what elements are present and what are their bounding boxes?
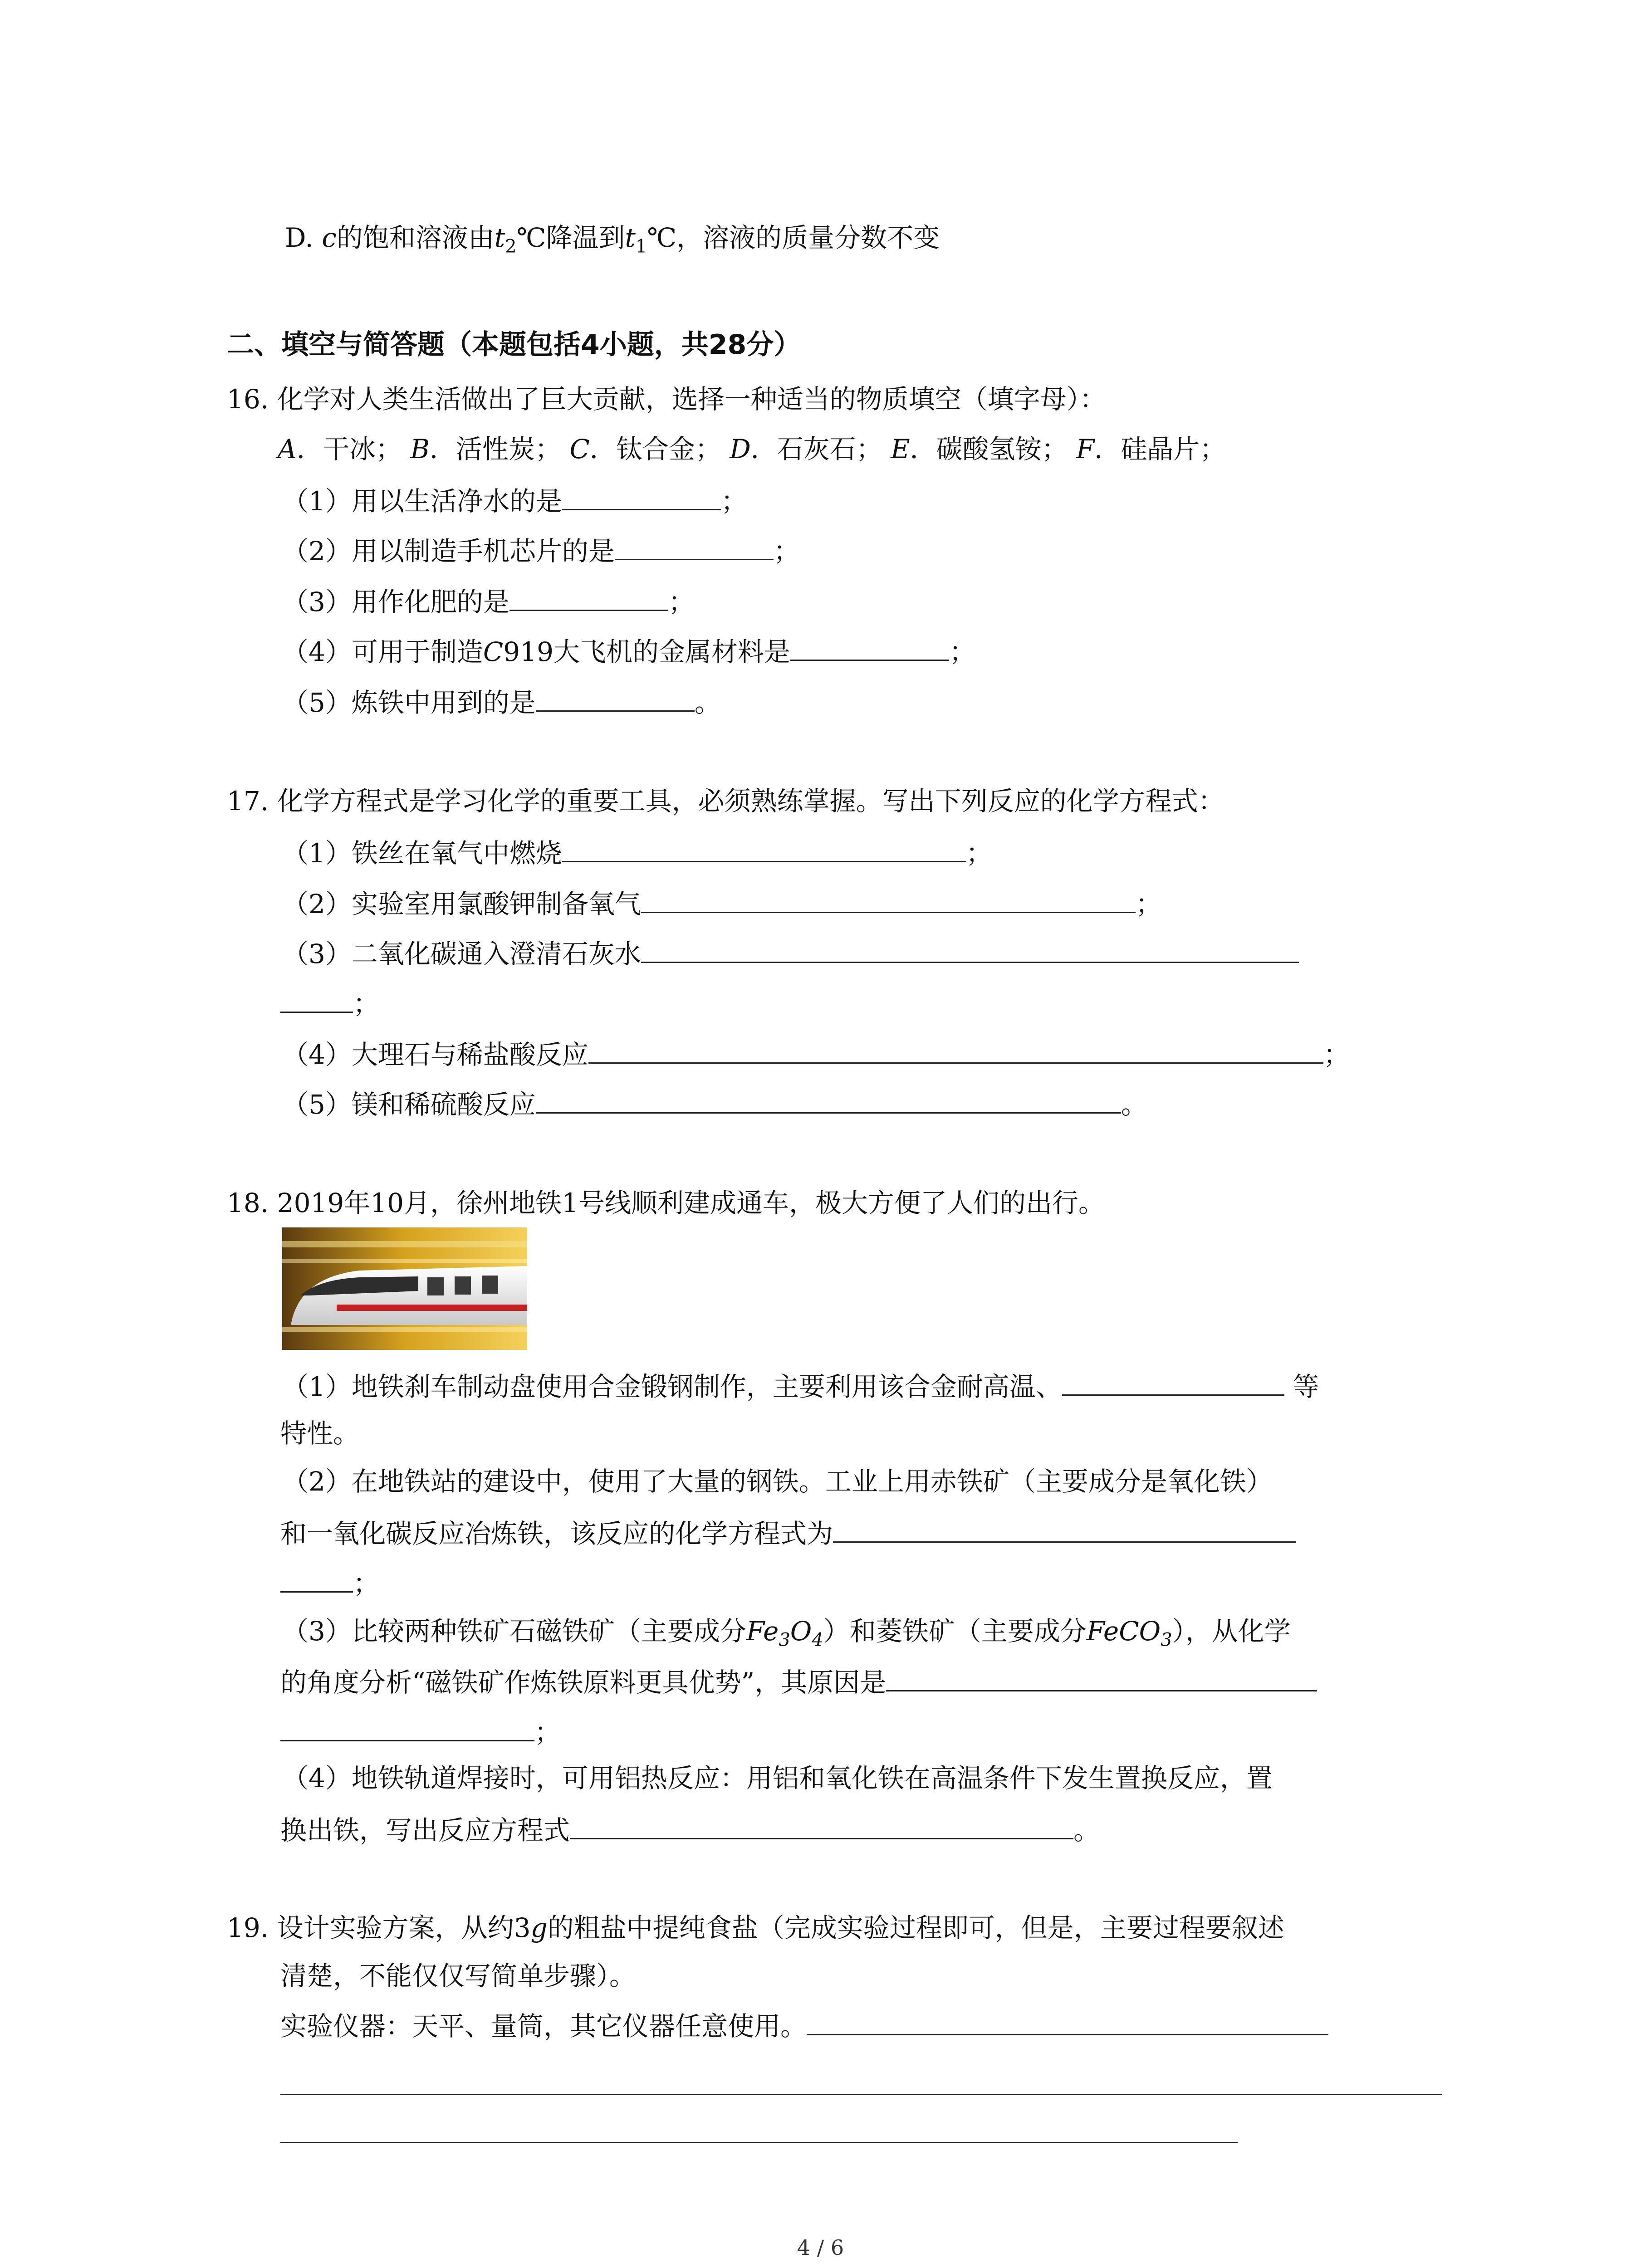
section-heading: 二、填空与简答题（本题包括4小题，共28分） bbox=[227, 329, 801, 361]
option-d: D. c的饱和溶液由$t_2℃$降温到$t_1℃$，溶液的质量分数不变 bbox=[285, 222, 940, 257]
answer-blank[interactable] bbox=[790, 631, 949, 661]
q18-part-1: （1）地铁刹车制动盘使用合金锻钢制作，主要利用该合金耐高温、 等 bbox=[282, 1366, 1319, 1405]
q18-stem: 18. 2019年10月，徐州地铁1号线顺利建成通车，极大方便了人们的出行。 bbox=[227, 1188, 1105, 1218]
q18-part-4-cont: 换出铁，写出反应方程式 。 bbox=[280, 1810, 1100, 1848]
answer-blank[interactable] bbox=[1062, 1366, 1284, 1396]
answer-line[interactable] bbox=[280, 2094, 1442, 2095]
answer-blank[interactable] bbox=[641, 884, 1136, 913]
answer-blank[interactable] bbox=[536, 1084, 1121, 1114]
answer-blank[interactable] bbox=[562, 481, 721, 510]
answer-blank[interactable] bbox=[562, 833, 966, 862]
q18-part-3-cont: 的角度分析“磁铁矿作炼铁原料更具优势”，其原因是 bbox=[280, 1662, 1317, 1701]
q17-stem: 17. 化学方程式是学习化学的重要工具，必须熟练掌握。写出下列反应的化学方程式： bbox=[227, 786, 1225, 816]
q19-stem-cont: 清楚，不能仅仅写简单步骤）。 bbox=[280, 1960, 636, 1991]
q18-part-3-end: ； bbox=[280, 1712, 561, 1750]
q18-part-2-end: ； bbox=[280, 1563, 379, 1602]
q17-item-5: （5）镁和稀硫酸反应 。 bbox=[282, 1084, 1147, 1123]
answer-blank[interactable] bbox=[615, 531, 774, 560]
q16-item-1: （1）用以生活净水的是 ； bbox=[282, 481, 747, 519]
q17-item-1: （1）铁丝在氧气中燃烧 ； bbox=[282, 833, 992, 871]
q17-item-2: （2）实验室用氯酸钾制备氧气 ； bbox=[282, 884, 1162, 922]
q16-item-2: （2）用以制造手机芯片的是 ； bbox=[282, 531, 800, 569]
q18-part-2-cont: 和一氧化碳反应冶炼铁，该反应的化学方程式为 bbox=[280, 1513, 1296, 1552]
answer-blank[interactable] bbox=[280, 1712, 534, 1741]
page-number: 4 / 6 bbox=[797, 2235, 844, 2260]
train-image bbox=[282, 1227, 527, 1350]
q18-part-3: （3）比较两种铁矿石磁铁矿（主要成分$Fe_3O_4$）和菱铁矿（主要成分FeCO$_3$），从化学 bbox=[282, 1616, 1291, 1651]
answer-blank[interactable] bbox=[536, 682, 695, 712]
q16-item-3: （3）用作化肥的是 ； bbox=[282, 582, 695, 620]
q16-item-4: （4）可用于制造C919大飞机的金属材料是 ； bbox=[282, 631, 975, 670]
answer-blank[interactable] bbox=[641, 934, 1299, 963]
answer-blank[interactable] bbox=[280, 983, 353, 1013]
q19-stem: 19. 设计实验方案，从约3g的粗盐中提纯食盐（完成实验过程即可，但是，主要过程要叙述 bbox=[227, 1912, 1284, 1943]
q17-item-3-cont: ； bbox=[280, 983, 379, 1022]
answer-blank[interactable] bbox=[570, 1810, 1073, 1839]
q19-instruments: 实验仪器：天平、量筒，其它仪器任意使用。 bbox=[280, 2006, 1328, 2044]
q16-item-5: （5）炼铁中用到的是 。 bbox=[282, 682, 721, 721]
answer-blank[interactable] bbox=[280, 1563, 353, 1593]
q17-item-3: （3）二氧化碳通入澄清石灰水 bbox=[282, 934, 1299, 972]
answer-blank[interactable] bbox=[886, 1662, 1317, 1691]
q16-options: A．干冰； B．活性炭； C．钛合金； D．石灰石； E．碳酸氢铵； F．硅晶片； bbox=[278, 434, 1226, 464]
q18-part-4: （4）地铁轨道焊接时，可用铝热反应：用铝和氧化铁在高温条件下发生置换反应，置 bbox=[282, 1763, 1273, 1794]
answer-blank[interactable] bbox=[807, 2006, 1328, 2035]
q17-item-4: （4）大理石与稀盐酸反应 ； bbox=[282, 1034, 1350, 1073]
answer-blank[interactable] bbox=[588, 1034, 1323, 1064]
answer-blank[interactable] bbox=[833, 1513, 1296, 1543]
subway-train-photo bbox=[282, 1227, 527, 1350]
q16-stem: 16. 化学对人类生活做出了巨大贡献，选择一种适当的物质填空（填字母）： bbox=[227, 384, 1106, 415]
answer-line[interactable] bbox=[280, 2142, 1238, 2143]
q18-part-2: （2）在地铁站的建设中，使用了大量的钢铁。工业上用赤铁矿（主要成分是氧化铁） bbox=[282, 1466, 1273, 1497]
answer-blank[interactable] bbox=[509, 582, 668, 611]
q18-part-1-cont: 特性。 bbox=[280, 1418, 360, 1449]
